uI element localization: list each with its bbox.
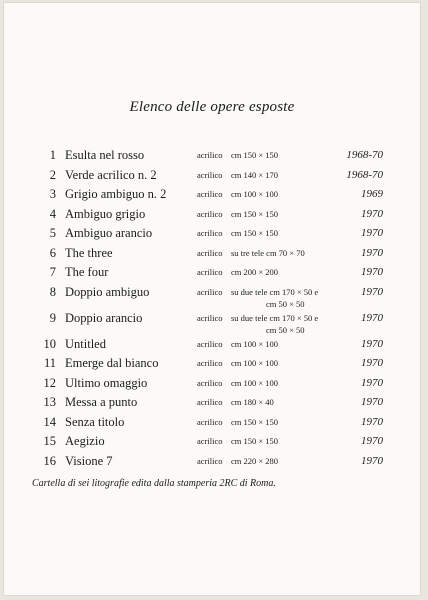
work-title: Doppio ambiguo [65, 284, 150, 299]
work-medium: acrilico [197, 416, 223, 427]
work-title: Untitled [65, 336, 106, 351]
works-list [4, 148, 420, 473]
work-year: 1970 [361, 376, 383, 389]
work-year: 1969 [361, 188, 383, 200]
work-title: Emerge dal bianco [65, 356, 159, 370]
work-dimensions: su due tele cm 170 × 50 e [231, 312, 319, 323]
work-year: 1970 [361, 285, 383, 298]
work-year: 1970 [361, 311, 383, 324]
work-dimensions: su due tele cm 170 × 50 e [231, 286, 319, 297]
work-year: 1970 [361, 207, 383, 220]
work-row [4, 207, 420, 227]
work-medium: acrilico [197, 397, 223, 407]
work-title: Doppio arancio [65, 310, 143, 325]
work-dimensions: cm 100 × 100 [231, 358, 279, 368]
work-medium: acrilico [197, 228, 223, 238]
work-year: 1970 [361, 227, 383, 239]
work-medium: acrilico [197, 436, 223, 446]
work-number: 4 [49, 206, 56, 221]
work-title: Aegizio [65, 434, 105, 448]
work-title: The four [65, 265, 109, 279]
work-year: 1968-70 [346, 168, 383, 181]
work-number: 1 [49, 148, 56, 162]
work-dimensions: cm 150 × 150 [231, 416, 279, 427]
work-dimensions: cm 220 × 280 [231, 455, 279, 466]
work-title: Ambiguo grigio [65, 206, 146, 221]
work-row [4, 395, 420, 415]
work-title: The three [65, 245, 113, 260]
work-title: Grigio ambiguo n. 2 [65, 187, 167, 201]
work-row [4, 226, 420, 246]
work-row [4, 454, 420, 474]
work-medium: acrilico [197, 286, 223, 297]
work-medium: acrilico [197, 267, 223, 277]
work-medium: acrilico [197, 312, 223, 323]
work-title: Ambiguo arancio [65, 226, 153, 240]
work-title: Messa a punto [65, 395, 138, 409]
work-row [4, 148, 420, 168]
work-row [4, 311, 420, 337]
work-medium: acrilico [197, 208, 223, 219]
work-row [4, 337, 420, 357]
work-row [4, 415, 420, 435]
work-dimensions: cm 100 × 100 [231, 189, 279, 199]
work-dimensions: cm 150 × 150 [231, 208, 279, 219]
work-row [4, 187, 420, 207]
work-number: 3 [49, 187, 56, 201]
work-medium: acrilico [197, 189, 223, 199]
work-medium: acrilico [197, 377, 223, 388]
catalog-page [4, 3, 420, 595]
work-year: 1970 [361, 435, 383, 447]
work-year: 1970 [361, 357, 383, 369]
work-dimensions: cm 100 × 100 [231, 338, 279, 349]
work-medium: acrilico [197, 338, 223, 349]
work-dimensions: cm 150 × 150 [231, 436, 279, 446]
work-row [4, 434, 420, 454]
work-number: 8 [49, 284, 56, 299]
work-dimensions: cm 180 × 40 [231, 397, 274, 407]
work-number: 2 [49, 167, 56, 182]
work-row [4, 376, 420, 396]
work-number: 10 [43, 336, 56, 351]
work-row [4, 246, 420, 266]
work-dimensions: su tre tele cm 70 × 70 [231, 247, 305, 258]
work-medium: acrilico [197, 150, 223, 160]
work-title: Senza titolo [65, 414, 125, 429]
work-year: 1970 [361, 266, 383, 278]
work-number: 11 [43, 356, 56, 370]
work-row [4, 265, 420, 285]
work-number: 14 [43, 414, 56, 429]
work-dimensions: cm 140 × 170 [231, 169, 279, 180]
work-year: 1970 [361, 454, 383, 467]
work-row [4, 168, 420, 188]
work-row [4, 285, 420, 311]
work-number: 12 [43, 375, 56, 390]
work-number: 15 [43, 434, 56, 448]
page-title: Elenco delle opere esposte [129, 99, 295, 115]
work-number: 16 [43, 453, 56, 468]
work-dimensions: cm 150 × 150 [231, 150, 279, 160]
work-medium: acrilico [197, 358, 223, 368]
work-year: 1970 [361, 337, 383, 350]
work-year: 1970 [361, 415, 383, 428]
work-title: Ultimo omaggio [65, 375, 148, 390]
work-number: 7 [49, 265, 56, 279]
work-number: 6 [49, 245, 56, 260]
work-title: Visione 7 [65, 453, 113, 468]
footer-note: Cartella di sei litografie edita dalla stamperia 2RC di Roma. [32, 478, 276, 489]
work-medium: acrilico [197, 169, 223, 180]
work-number: 13 [43, 395, 56, 409]
work-title: Esulta nel rosso [65, 148, 145, 162]
work-dimensions: cm 150 × 150 [231, 228, 279, 238]
work-number: 9 [49, 310, 56, 325]
work-dimensions: cm 200 × 200 [231, 267, 279, 277]
work-year: 1970 [361, 396, 383, 408]
work-title: Verde acrilico n. 2 [65, 167, 157, 182]
work-dimensions-second: cm 50 × 50 [266, 298, 305, 309]
work-number: 5 [49, 226, 56, 240]
work-medium: acrilico [197, 455, 223, 466]
work-dimensions: cm 100 × 100 [231, 377, 279, 388]
work-year: 1968-70 [346, 149, 383, 161]
work-dimensions-second: cm 50 × 50 [266, 324, 305, 335]
work-year: 1970 [361, 246, 383, 259]
work-medium: acrilico [197, 247, 223, 258]
work-row [4, 356, 420, 376]
